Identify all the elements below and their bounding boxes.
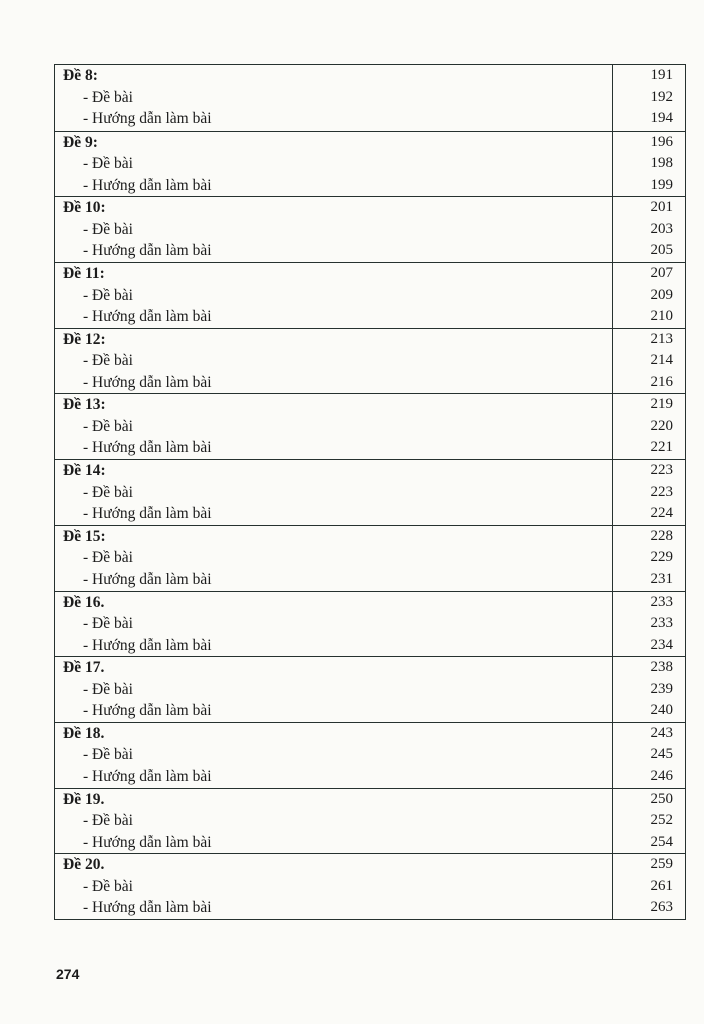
toc-problem-entry: - Đề bài — [83, 220, 133, 238]
toc-group — [55, 459, 685, 525]
toc-guide-entry: - Hướng dẫn làm bài — [83, 702, 212, 720]
toc-guide-entry: - Hướng dẫn làm bài — [83, 308, 212, 326]
toc-page-number: 192 — [650, 88, 673, 105]
toc-page-number: 228 — [650, 527, 673, 544]
toc-group — [55, 131, 685, 197]
toc-problem-entry: - Đề bài — [83, 812, 133, 830]
toc-page-number: 239 — [650, 680, 673, 697]
toc-page-number: 231 — [650, 570, 673, 587]
toc-page-number: 213 — [650, 330, 673, 347]
toc-pages-cell — [613, 263, 685, 328]
toc-pages-cell — [613, 65, 685, 131]
toc-page-number: 207 — [650, 265, 673, 282]
toc-exam-title: Đề 11: — [63, 265, 105, 283]
toc-page-number: 233 — [650, 615, 673, 631]
toc-group — [55, 788, 685, 854]
toc-page-number: 254 — [650, 833, 673, 850]
toc-exam-title: Đề 10: — [63, 199, 106, 217]
toc-page-number: 198 — [650, 155, 673, 172]
toc-titles-cell — [55, 526, 613, 591]
toc-page-number: 191 — [650, 67, 673, 83]
toc-pages-cell — [613, 394, 685, 459]
toc-guide-entry: - Hướng dẫn làm bài — [83, 110, 212, 127]
toc-exam-title: Đề 16. — [63, 593, 105, 611]
toc-problem-entry: - Đề bài — [83, 746, 133, 764]
toc-page-number: 201 — [650, 199, 673, 216]
toc-page-number: 196 — [650, 133, 673, 150]
toc-page-number: 223 — [650, 483, 673, 500]
toc-page-number: 261 — [650, 877, 673, 894]
toc-page-number: 240 — [650, 702, 673, 719]
toc-exam-title: Đề 13: — [63, 396, 106, 414]
toc-exam-title: Đề 18. — [63, 724, 105, 742]
toc-guide-entry: - Hướng dẫn làm bài — [83, 570, 212, 588]
toc-problem-entry: - Đề bài — [83, 549, 133, 567]
toc-guide-entry: - Hướng dẫn làm bài — [83, 833, 212, 851]
toc-problem-entry: - Đề bài — [83, 417, 133, 435]
toc-problem-entry: - Đề bài — [83, 877, 133, 895]
toc-titles-cell — [55, 789, 613, 854]
page-number: 274 — [56, 966, 80, 982]
toc-exam-title: Đề 20. — [63, 856, 105, 874]
toc-titles-cell — [55, 132, 613, 197]
toc-exam-title: Đề 17. — [63, 659, 105, 677]
toc-page-number: 233 — [650, 593, 673, 610]
toc-titles-cell — [55, 723, 613, 788]
toc-page-number: 209 — [650, 286, 673, 303]
toc-exam-title: Đề 12: — [63, 330, 106, 348]
toc-pages-cell — [613, 723, 685, 788]
toc-guide-entry: - Hướng dẫn làm bài — [83, 176, 212, 194]
toc-page-number: 245 — [650, 746, 673, 763]
toc-group — [55, 393, 685, 459]
toc-page-number: 210 — [650, 308, 673, 325]
toc-page-number: 250 — [650, 790, 673, 807]
toc-page-number: 224 — [650, 505, 673, 522]
toc-group — [55, 262, 685, 328]
toc-pages-cell — [613, 460, 685, 525]
toc-pages-cell — [613, 854, 685, 919]
toc-problem-entry: - Đề bài — [83, 680, 133, 698]
toc-group — [55, 525, 685, 591]
toc-page-number: 194 — [650, 110, 673, 126]
toc-page-number: 246 — [650, 767, 673, 784]
toc-problem-entry: - Đề bài — [83, 352, 133, 370]
toc-exam-title: Đề 9: — [63, 133, 98, 151]
toc-pages-cell — [613, 789, 685, 854]
toc-exam-title: Đề 19. — [63, 790, 105, 808]
toc-group — [55, 591, 685, 657]
toc-guide-entry: - Hướng dẫn làm bài — [83, 899, 212, 917]
toc-pages-cell — [613, 526, 685, 591]
toc-page-number: 214 — [650, 352, 673, 369]
toc-exam-title: Đề 14: — [63, 462, 106, 480]
toc-problem-entry: - Đề bài — [83, 483, 133, 501]
toc-titles-cell — [55, 329, 613, 394]
toc-guide-entry: - Hướng dẫn làm bài — [83, 505, 212, 523]
toc-page-number: 252 — [650, 812, 673, 829]
toc-guide-entry: - Hướng dẫn làm bài — [83, 242, 212, 260]
toc-group — [55, 328, 685, 394]
toc-titles-cell — [55, 460, 613, 525]
toc-titles-cell — [55, 657, 613, 722]
toc-group — [55, 722, 685, 788]
toc-page-number: 243 — [650, 724, 673, 741]
toc-problem-entry: - Đề bài — [83, 88, 133, 106]
toc-problem-entry: - Đề bài — [83, 155, 133, 173]
toc-page-number: 234 — [650, 636, 673, 653]
toc-page-number: 205 — [650, 242, 673, 259]
toc-group — [55, 656, 685, 722]
toc-pages-cell — [613, 657, 685, 722]
toc-guide-entry: - Hướng dẫn làm bài — [83, 636, 212, 654]
toc-guide-entry: - Hướng dẫn làm bài — [83, 373, 212, 391]
toc-exam-title: Đề 8: — [63, 67, 98, 84]
toc-pages-cell — [613, 132, 685, 197]
toc-titles-cell — [55, 854, 613, 919]
toc-page-number: 238 — [650, 659, 673, 676]
table-of-contents — [54, 64, 686, 920]
toc-exam-title: Đề 15: — [63, 527, 106, 545]
toc-group — [55, 65, 685, 131]
toc-problem-entry: - Đề bài — [83, 615, 133, 632]
toc-page-number: 259 — [650, 856, 673, 873]
toc-titles-cell — [55, 197, 613, 262]
toc-pages-cell — [613, 329, 685, 394]
toc-guide-entry: - Hướng dẫn làm bài — [83, 439, 212, 457]
toc-page-number: 220 — [650, 417, 673, 434]
toc-page-number: 199 — [650, 176, 673, 193]
toc-page-number: 216 — [650, 373, 673, 390]
toc-pages-cell — [613, 592, 685, 657]
toc-problem-entry: - Đề bài — [83, 286, 133, 304]
toc-guide-entry: - Hướng dẫn làm bài — [83, 767, 212, 785]
toc-page-number: 223 — [650, 462, 673, 479]
toc-titles-cell — [55, 592, 613, 657]
toc-group — [55, 196, 685, 262]
toc-page-number: 203 — [650, 220, 673, 237]
toc-titles-cell — [55, 65, 613, 131]
toc-group — [55, 853, 685, 919]
toc-pages-cell — [613, 197, 685, 262]
toc-titles-cell — [55, 394, 613, 459]
toc-page-number: 263 — [650, 899, 673, 916]
toc-page-number: 221 — [650, 439, 673, 456]
toc-titles-cell — [55, 263, 613, 328]
toc-page-number: 219 — [650, 396, 673, 413]
toc-page-number: 229 — [650, 549, 673, 566]
